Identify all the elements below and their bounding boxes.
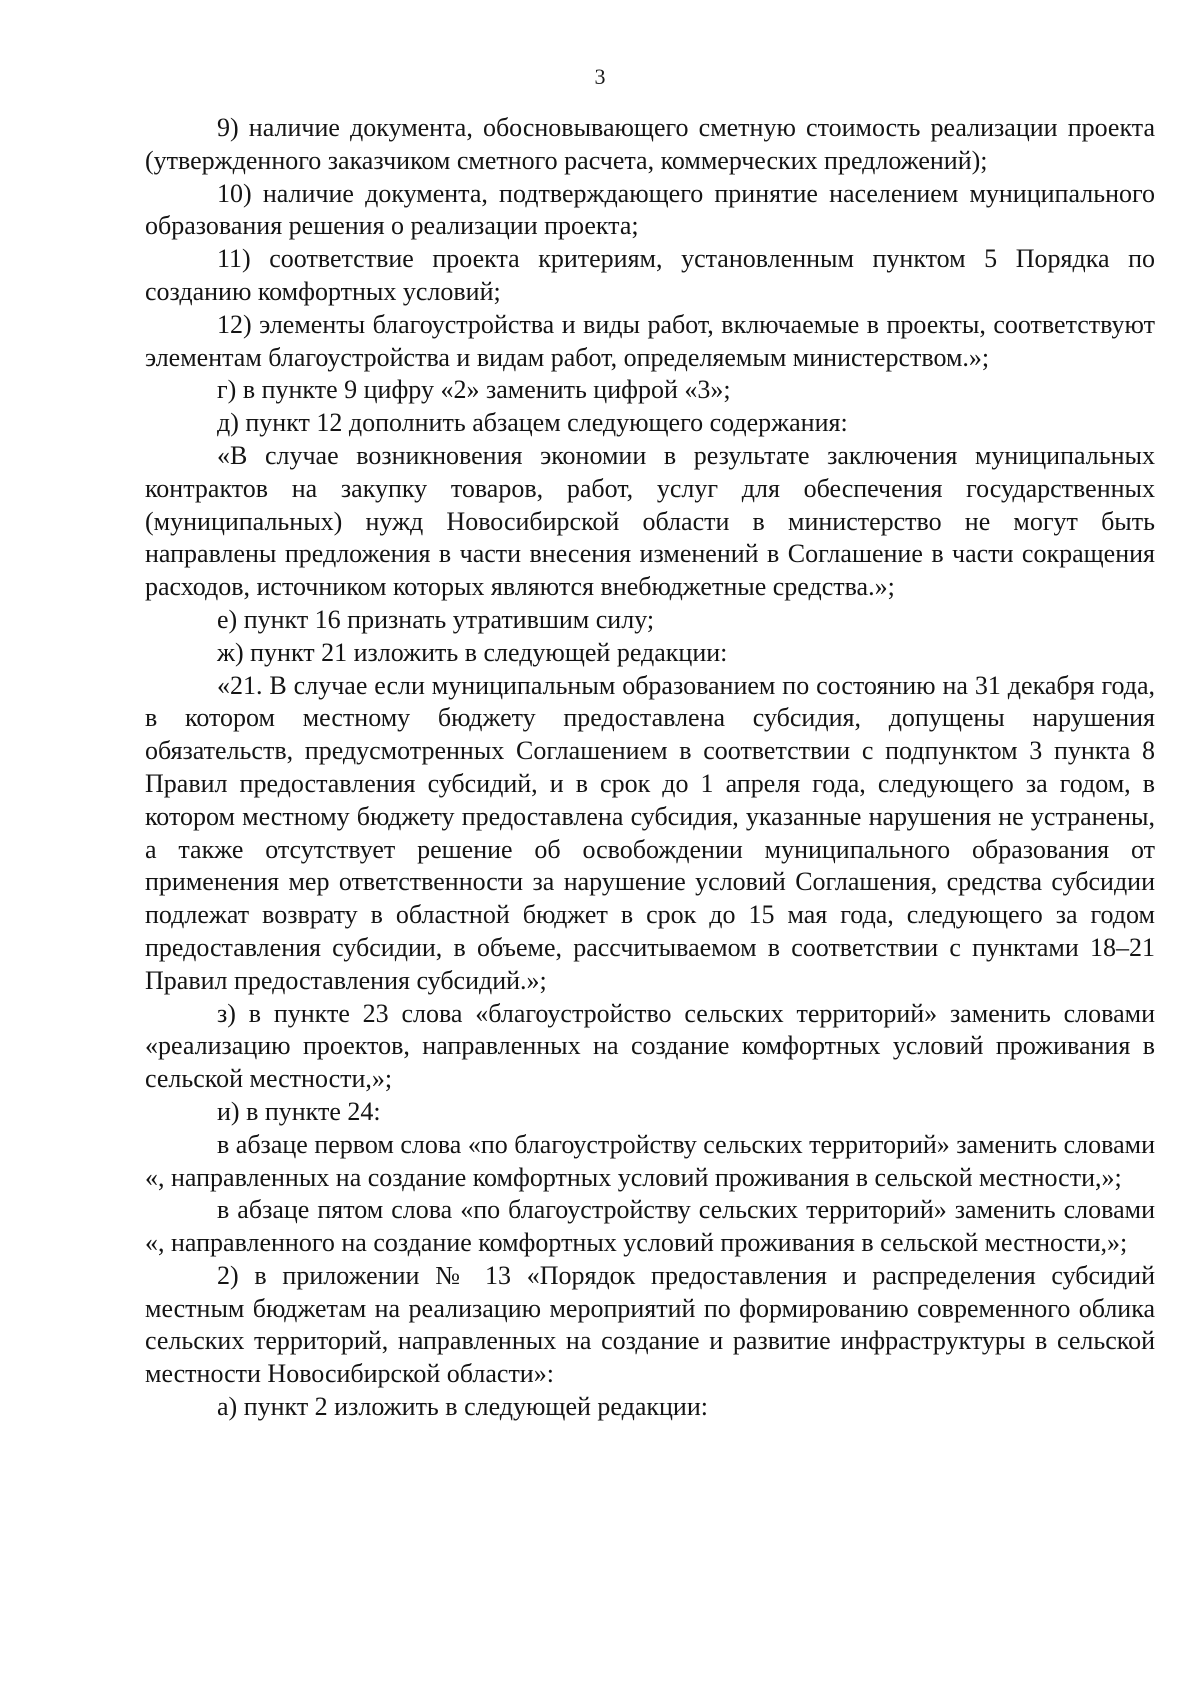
- paragraph-first-abzac: в абзаце первом слова «по благоустройству сельских территорий» заменить словами «, направленных на создание комфортных условий проживания в сельской местности,»;: [145, 1129, 1155, 1192]
- paragraph-item-11: 11) соответствие проекта критериям, установленным пунктом 5 Порядка по созданию комфортных условий;: [145, 244, 1155, 306]
- paragraph-subitem-i: и) в пункте 24:: [217, 1096, 381, 1126]
- paragraph-item-10: 10) наличие документа, подтверждающего принятие населением муниципального образования решения о реализации проекта;: [145, 178, 1155, 241]
- paragraph-subitem-d: д) пункт 12 дополнить абзацем следующего содержания:: [217, 408, 848, 438]
- paragraph-subitem-e: е) пункт 16 признать утратившим силу;: [217, 604, 655, 634]
- paragraph-quote-economy: «В случае возникновения экономии в результате заключения муниципальных контрактов на закупку товаров, работ, услуг для обеспечения государственных (муниципальных) нужд Новосибирской области в министерство не могут быть направлены предложения в части внесения изменений в Соглашение в части сокращения расходов, источником которых являются внебюджетные средства.»;: [145, 440, 1155, 602]
- document-body: [145, 112, 1155, 1424]
- paragraph-subitem-a: а) пункт 2 изложить в следующей редакции:: [217, 1392, 708, 1422]
- paragraph-item-9: 9) наличие документа, обосновывающего сметную стоимость реализации проекта (утвержденного заказчиком сметного расчета, коммерческих предложений);: [145, 113, 1155, 175]
- paragraph-item-12: 12) элементы благоустройства и виды работ, включаемые в проекты, соответствуют элементам благоустройства и видам работ, определяемым министерством.»;: [145, 309, 1155, 372]
- paragraph-subitem-z: з) в пункте 23 слова «благоустройство сельских территорий» заменить словами «реализацию проектов, направленных на создание комфортных условий проживания в сельской местности,»;: [145, 998, 1155, 1094]
- page-number: 3: [594, 64, 606, 89]
- paragraph-quote-point-21: «21. В случае если муниципальным образованием по состоянию на 31 декабря года, в котором местному бюджету предоставлена субсидия, допущены нарушения обязательств, предусмотренных Соглашением в соответствии с подпунктом 3 пункта 8 Правил предоставления субсидий, и в срок до 1 апреля года, следующего за годом, в котором местному бюджету предоставлена субсидия, указанные нарушения не устранены, а также отсутствует решение об освобождении муниципального образования от применения мер ответственности за нарушение условий Соглашения, средства субсидии подлежат возврату в областной бюджет в срок до 15 мая года, следующего за годом предоставления субсидии, в объеме, рассчитываемом в соответствии с пунктами 18–21 Правил предоставления субсидий.»;: [145, 670, 1155, 995]
- paragraph-subitem-g: г) в пункте 9 цифру «2» заменить цифрой «3»;: [217, 375, 731, 405]
- paragraph-fifth-abzac: в абзаце пятом слова «по благоустройству сельских территорий» заменить словами «, направленного на создание комфортных условий проживания в сельской местности,»;: [145, 1195, 1155, 1258]
- paragraph-appendix-13: 2) в приложении № 13 «Порядок предоставления и распределения субсидий местным бюджетам на реализацию мероприятий по формированию современного облика сельских территорий, направленных на создание и развитие инфраструктуры в сельской местности Новосибирской области»:: [145, 1260, 1155, 1389]
- paragraph-subitem-zh: ж) пункт 21 изложить в следующей редакции:: [217, 637, 728, 667]
